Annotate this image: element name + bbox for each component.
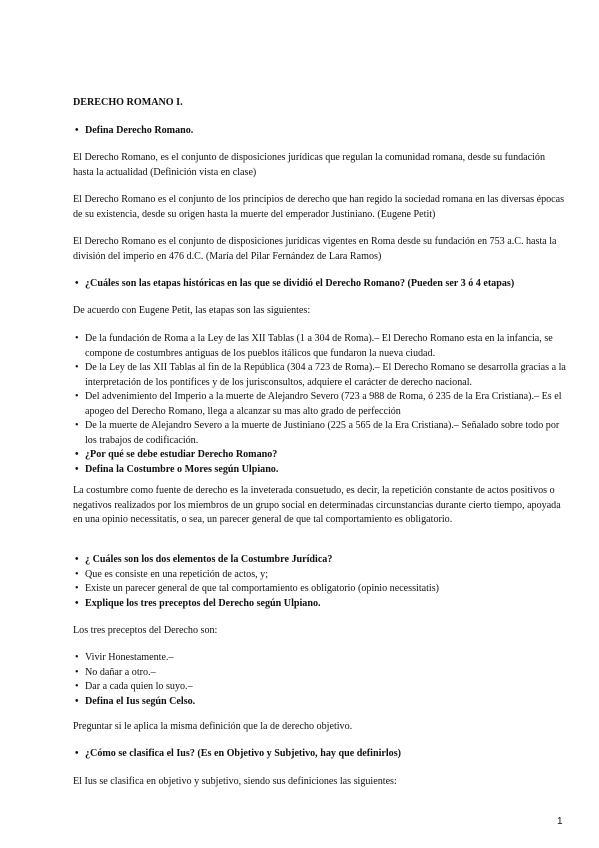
paragraph: El Derecho Romano, es el conjunto de disposiciones jurídicas que regulan la comunidad romana, desde su fundación hasta la actualidad (Definición vista en clase) bbox=[73, 152, 546, 178]
question-item: • ¿ Cuáles son los dos elementos de la Costumbre Jurídica? bbox=[73, 553, 567, 568]
paragraph: El Ius se clasifica en objetivo y subjetivo, siendo sus definiciones las siguientes: bbox=[73, 776, 397, 787]
question-item: • ¿Cómo se clasifica el Ius? (Es en Objetivo y Subjetivo, hay que definirlos) bbox=[73, 747, 567, 762]
etapas-list bbox=[73, 332, 567, 477]
question-item: • ¿Cuáles son las etapas históricas en las que se dividió el Derecho Romano? (Pueden ser 3 ó 4 etapas) bbox=[73, 277, 567, 292]
list-item: • Que es consiste en una repetición de actos, y; bbox=[73, 568, 567, 583]
question-item: • Explique los tres preceptos del Derecho según Ulpiano. bbox=[73, 597, 567, 612]
list-item: • Vivir Honestamente.– bbox=[73, 651, 567, 666]
paragraph: Preguntar si le aplica la misma definición que la de derecho objetivo. bbox=[73, 721, 353, 732]
list-item: • Dar a cada quien lo suyo.– bbox=[73, 680, 567, 695]
paragraph: De acuerdo con Eugene Petit, las etapas son las siguientes: bbox=[73, 305, 311, 316]
elementos-list bbox=[73, 553, 567, 611]
question-item: • ¿Por qué se debe estudiar Derecho Romano? bbox=[73, 448, 567, 463]
paragraph: Los tres preceptos del Derecho son: bbox=[73, 625, 218, 636]
list-item: • Del advenimiento del Imperio a la muerte de Alejandro Severo (723 a 988 de Roma, ó 235 de la Era Cristiana).– Es el apogeo del Derecho Romano, llega a alcanzar su mas alto grado de perfección bbox=[73, 390, 567, 419]
list-item: • No dañar a otro.– bbox=[73, 666, 567, 681]
paragraph: El Derecho Romano es el conjunto de disposiciones jurídicas vigentes en Roma desde su fundación en 753 a.C. hasta la división del imperio en 476 d.C. (María del Pilar Fernández de Lara Ramos) bbox=[73, 236, 557, 262]
question-list-1 bbox=[73, 124, 567, 139]
page-number: 1 bbox=[557, 816, 563, 827]
paragraph: El Derecho Romano es el conjunto de los principios de derecho que han regido la sociedad romana en las diversas épocas de su existencia, desde su origen hasta la muerte del emperador Justiniano. (Eugene Petit) bbox=[73, 194, 565, 220]
paragraph: La costumbre como fuente de derecho es la inveterada consuetudo, es decir, la repetición constante de actos positivos o negativos realizados por los miembros de un grupo social en determinadas circunstancias durante cierto tiempo, apoyada en una opinio necessitatis, o sea, un parecer general de que tal comportamiento es obligatorio. bbox=[73, 485, 561, 525]
preceptos-list bbox=[73, 651, 567, 709]
question-list-2 bbox=[73, 277, 567, 292]
question-item: • Defina el Ius según Celso. bbox=[73, 695, 567, 710]
document-title: DERECHO ROMANO I. bbox=[73, 97, 183, 108]
question-list-8 bbox=[73, 747, 567, 762]
question-item: • Defina Derecho Romano. bbox=[73, 124, 567, 139]
list-item: • De la muerte de Alejandro Severo a la muerte de Justiniano (225 a 565 de la Era Cristiana).– Señalado sobre todo por los trabajos de codificación. bbox=[73, 419, 567, 448]
list-item: • De la fundación de Roma a la Ley de las XII Tablas (1 a 304 de Roma).– El Derecho Romano esta en la infancia, se compone de costumbres antiguas de los pueblos itálicos que fundaron la nueva ciudad. bbox=[73, 332, 567, 361]
list-item: • Existe un parecer general de que tal comportamiento es obligatorio (opinio necessitatis) bbox=[73, 582, 567, 597]
question-item: • Defina la Costumbre o Mores según Ulpiano. bbox=[73, 463, 567, 478]
list-item: • De la Ley de las XII Tablas al fin de la República (304 a 723 de Roma).– El Derecho Romano se desarrolla gracias a la interpretación de los pontífices y de los jurisconsultos, adquiere el carácter de derecho nacional. bbox=[73, 361, 567, 390]
